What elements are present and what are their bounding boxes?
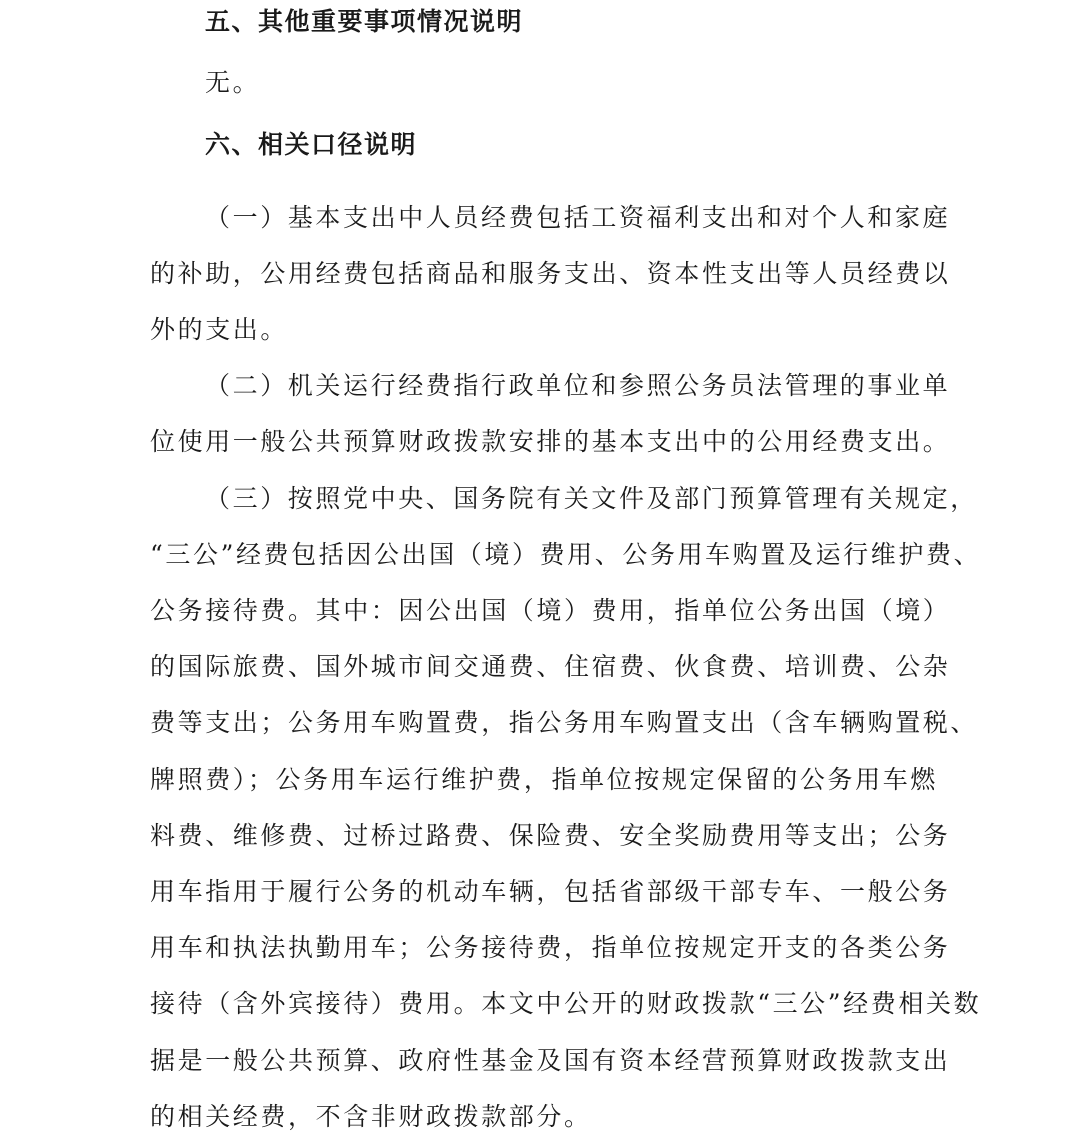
paragraph-3-line-3: 公务接待费。其中：因公出国（境）费用，指单位公务出国（境） <box>150 596 951 625</box>
paragraph-3-line-4: 的国际旅费、国外城市间交通费、住宿费、伙食费、培训费、公杂 <box>150 652 951 681</box>
paragraph-1-line-3: 外的支出。 <box>150 315 289 344</box>
paragraph-3-line-10: 接待（含外宾接待）费用。本文中公开的财政拨款“三公”经费相关数 <box>150 989 982 1018</box>
paragraph-3-line-5: 费等支出；公务用车购置费，指公务用车购置支出（含车辆购置税、 <box>150 708 979 737</box>
paragraph-3-line-12: 的相关经费，不含非财政拨款部分。 <box>150 1102 592 1131</box>
paragraph-3-line-11: 据是一般公共预算、政府性基金及国有资本经营预算财政拨款支出 <box>150 1046 951 1075</box>
paragraph-3-line-7: 料费、维修费、过桥过路费、保险费、安全奖励费用等支出；公务 <box>150 821 951 850</box>
section-5-heading: 五、其他重要事项情况说明 <box>205 7 524 36</box>
paragraph-1-line-2: 的补助，公用经费包括商品和服务支出、资本性支出等人员经费以 <box>150 259 951 288</box>
paragraph-1-line-1: （一）基本支出中人员经费包括工资福利支出和对个人和家庭 <box>205 203 951 232</box>
paragraph-2-line-1: （二）机关运行经费指行政单位和参照公务员法管理的事业单 <box>205 371 951 400</box>
section-6-heading: 六、相关口径说明 <box>205 130 418 159</box>
paragraph-3-line-8: 用车指用于履行公务的机动车辆，包括省部级干部专车、一般公务 <box>150 877 951 906</box>
paragraph-3-line-2: “三公”经费包括因公出国（境）费用、公务用车购置及运行维护费、 <box>150 540 982 569</box>
paragraph-3-line-1: （三）按照党中央、国务院有关文件及部门预算管理有关规定， <box>205 484 978 513</box>
paragraph-3-line-6: 牌照费）；公务用车运行维护费，指单位按规定保留的公务用车燃 <box>150 765 938 794</box>
paragraph-3-line-9: 用车和执法执勤用车；公务接待费，指单位按规定开支的各类公务 <box>150 933 951 962</box>
section-5-body: 无。 <box>205 68 261 97</box>
paragraph-2-line-2: 位使用一般公共预算财政拨款安排的基本支出中的公用经费支出。 <box>150 427 951 456</box>
